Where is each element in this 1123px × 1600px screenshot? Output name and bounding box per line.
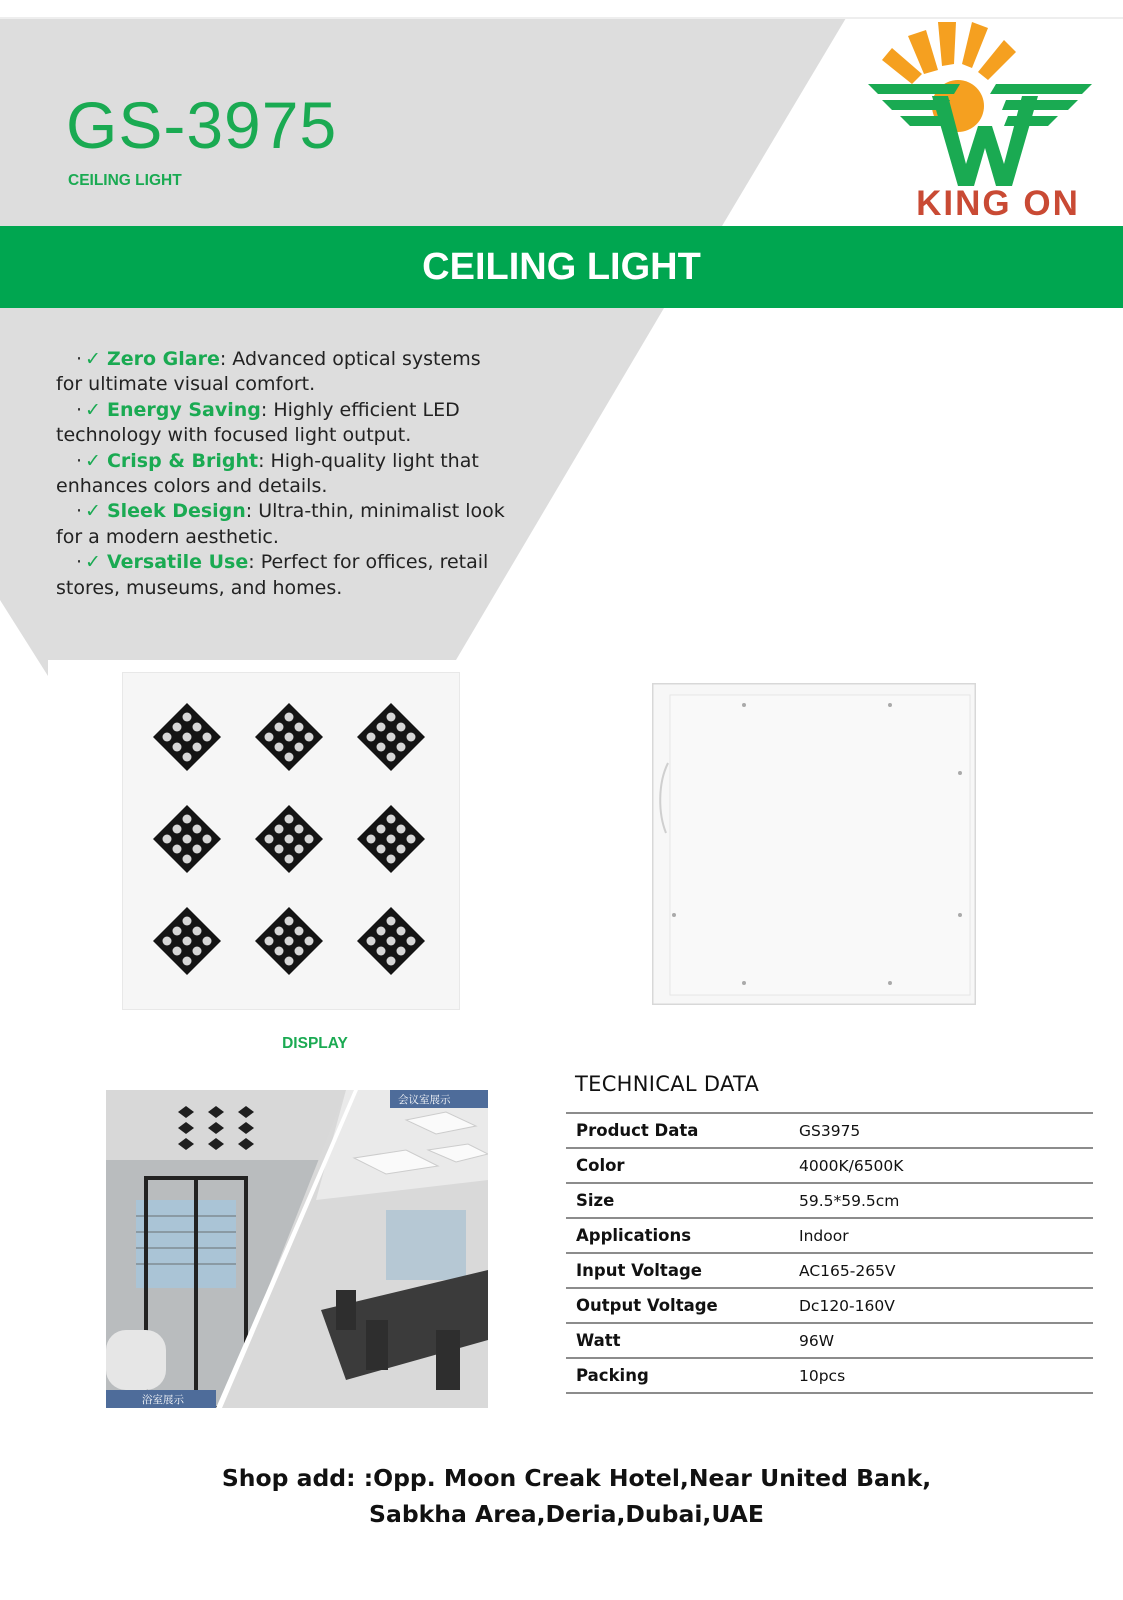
spec-value: AC165-265V: [789, 1253, 1093, 1288]
led-lens: [387, 855, 396, 864]
led-lens: [407, 937, 416, 946]
led-lens: [367, 937, 376, 946]
led-lens: [387, 917, 396, 926]
feature-item: · ✓ Sleek Design: Ultra-thin, minimalist look for a modern aesthetic.: [56, 500, 505, 548]
led-lens: [183, 917, 192, 926]
product-back-image: [652, 683, 976, 1005]
led-lens: [193, 845, 202, 854]
led-lens: [285, 753, 294, 762]
table-row: [566, 1253, 1093, 1288]
check-icon: ✓: [85, 398, 101, 421]
technical-data-title: TECHNICAL DATA: [575, 1072, 760, 1096]
led-lens: [193, 927, 202, 936]
feature-item: · ✓ Energy Saving: Highly efficient LED technology with focused light output.: [56, 398, 460, 447]
table-row: [566, 1113, 1093, 1148]
spec-value: Dc120-160V: [789, 1288, 1093, 1323]
led-lens: [285, 957, 294, 966]
led-lens: [387, 713, 396, 722]
banner-title: CEILING LIGHT: [422, 246, 701, 288]
spec-label: Input Voltage: [566, 1253, 789, 1288]
led-lens: [275, 927, 284, 936]
model-category: CEILING LIGHT: [68, 172, 182, 189]
check-icon: ✓: [85, 551, 101, 574]
led-lens: [305, 937, 314, 946]
led-lens: [377, 845, 386, 854]
led-lens: [295, 927, 304, 936]
led-lens: [163, 733, 172, 742]
feature-item: · ✓ Versatile Use: Perfect for offices, retail stores, museums, and homes.: [56, 551, 489, 597]
led-lens: [163, 937, 172, 946]
led-lens: [377, 825, 386, 834]
led-lens: [173, 825, 182, 834]
led-lens: [295, 947, 304, 956]
led-lens: [285, 835, 294, 844]
scene-illustration: [106, 1090, 488, 1408]
led-lens: [387, 733, 396, 742]
led-lens: [203, 937, 212, 946]
led-lens: [183, 815, 192, 824]
led-lens: [193, 947, 202, 956]
led-lens: [275, 743, 284, 752]
spec-label: Applications: [566, 1218, 789, 1253]
spec-value: 10pcs: [789, 1358, 1093, 1393]
led-lens: [387, 753, 396, 762]
led-lens: [265, 937, 274, 946]
led-lens: [397, 927, 406, 936]
led-lens: [275, 723, 284, 732]
table-row: [566, 1288, 1093, 1323]
led-lens: [295, 825, 304, 834]
led-lens: [397, 825, 406, 834]
display-label: DISPLAY: [282, 1035, 348, 1052]
led-lens: [275, 825, 284, 834]
led-lens: [183, 855, 192, 864]
led-lens: [397, 947, 406, 956]
led-lens: [193, 743, 202, 752]
led-lens: [305, 835, 314, 844]
spec-label: Packing: [566, 1358, 789, 1393]
led-lens: [387, 937, 396, 946]
led-lens: [397, 723, 406, 732]
technical-data-table: [566, 1112, 1093, 1394]
installation-scene-image: [106, 1090, 488, 1408]
spec-value: 96W: [789, 1323, 1093, 1358]
spec-value: Indoor: [789, 1218, 1093, 1253]
led-lens: [305, 733, 314, 742]
spec-value: GS3975: [789, 1113, 1093, 1148]
spec-label: Output Voltage: [566, 1288, 789, 1323]
led-lens: [275, 947, 284, 956]
shop-address-line2: Sabkha Area,Deria,Dubai,UAE: [369, 1500, 764, 1528]
led-lens: [203, 835, 212, 844]
led-lens: [173, 927, 182, 936]
led-lens: [397, 845, 406, 854]
led-lens: [183, 835, 192, 844]
led-lens: [367, 835, 376, 844]
led-lens: [407, 733, 416, 742]
spec-label: Product Data: [566, 1113, 789, 1148]
model-number: GS-3975: [66, 88, 338, 162]
table-row: [566, 1148, 1093, 1183]
led-lens: [387, 957, 396, 966]
led-lens: [193, 723, 202, 732]
led-lens: [173, 723, 182, 732]
check-icon: ✓: [85, 449, 101, 472]
table-row: [566, 1218, 1093, 1253]
led-lens: [193, 825, 202, 834]
led-lens: [295, 723, 304, 732]
led-lens: [285, 815, 294, 824]
led-lens: [265, 835, 274, 844]
scene-label-bathroom: 浴室展示: [142, 1394, 184, 1406]
feature-item: · ✓ Crisp & Bright: High-quality light that enhances colors and details.: [56, 449, 479, 498]
led-lens: [377, 723, 386, 732]
led-lens: [285, 937, 294, 946]
product-front-image: [122, 672, 460, 1010]
led-lens: [285, 733, 294, 742]
led-lens: [173, 947, 182, 956]
led-lens: [407, 835, 416, 844]
feature-list: [56, 347, 506, 597]
spec-value: 4000K/6500K: [789, 1148, 1093, 1183]
check-icon: ✓: [85, 348, 101, 370]
shop-address-line1: Shop add: :Opp. Moon Creak Hotel,Near United Bank,: [221, 1464, 932, 1492]
led-lens: [173, 743, 182, 752]
led-lens: [265, 733, 274, 742]
spec-value: 59.5*59.5cm: [789, 1183, 1093, 1218]
led-lens: [397, 743, 406, 752]
led-lens: [183, 753, 192, 762]
check-icon: ✓: [85, 500, 101, 523]
led-lens: [377, 927, 386, 936]
led-lens: [285, 713, 294, 722]
scene-label-meeting: 会议室展示: [398, 1094, 451, 1106]
led-lens: [183, 713, 192, 722]
led-lens: [285, 855, 294, 864]
led-lens: [387, 815, 396, 824]
spec-label: Watt: [566, 1323, 789, 1358]
table-row: [566, 1358, 1093, 1393]
led-lens: [203, 733, 212, 742]
led-lens: [183, 733, 192, 742]
led-lens: [377, 743, 386, 752]
spec-label: Color: [566, 1148, 789, 1183]
table-row: [566, 1183, 1093, 1218]
led-lens: [285, 917, 294, 926]
led-lens: [377, 947, 386, 956]
brand-name: KING ON: [916, 184, 1080, 223]
led-lens: [163, 835, 172, 844]
led-lens: [367, 733, 376, 742]
led-lens: [173, 845, 182, 854]
led-lens: [387, 835, 396, 844]
feature-item: · ✓ Zero Glare: Advanced optical systems for ultimate visual comfort.: [56, 348, 481, 396]
led-lens: [295, 743, 304, 752]
table-row: [566, 1323, 1093, 1358]
led-lens: [275, 845, 284, 854]
led-lens: [295, 845, 304, 854]
led-lens: [183, 957, 192, 966]
led-lens: [183, 937, 192, 946]
spec-label: Size: [566, 1183, 789, 1218]
